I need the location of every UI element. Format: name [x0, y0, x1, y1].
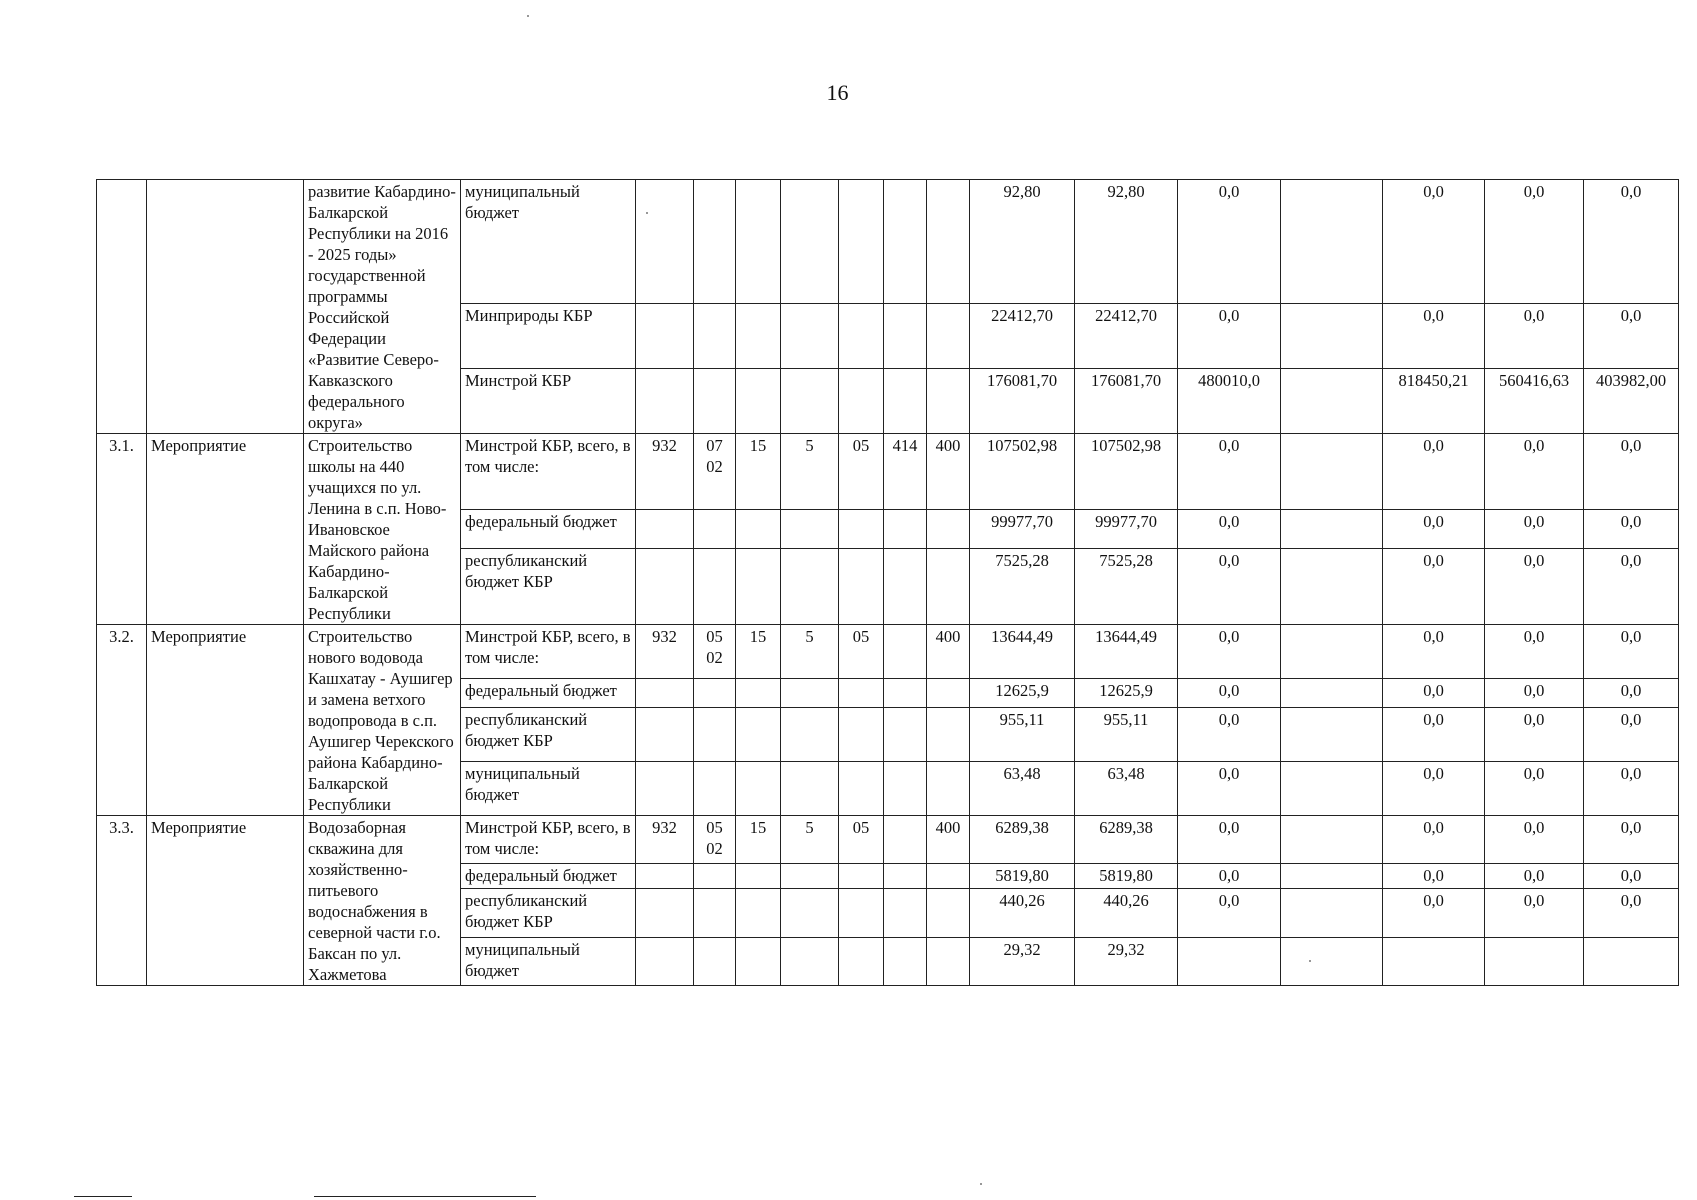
budget-code-cell [839, 304, 884, 369]
table-row-group-start [97, 434, 1679, 510]
amount-cell: 99977,70 [970, 509, 1075, 549]
amount-cell: 0,0 [1383, 549, 1485, 625]
funding-source-cell: муниципальный бюджет [461, 180, 636, 304]
amount-cell [1281, 761, 1383, 815]
budget-code-cell [884, 679, 927, 707]
amount-cell: 107502,98 [970, 434, 1075, 510]
amount-cell [1281, 864, 1383, 889]
budget-code-cell [839, 864, 884, 889]
amount-cell: 440,26 [1075, 889, 1178, 937]
amount-cell: 63,48 [1075, 761, 1178, 815]
amount-cell: 0,0 [1485, 889, 1584, 937]
budget-code-cell [927, 509, 970, 549]
scan-speck [1309, 960, 1311, 962]
amount-cell: 92,80 [970, 180, 1075, 304]
amount-cell: 0,0 [1485, 434, 1584, 510]
amount-cell: 955,11 [1075, 707, 1178, 761]
amount-cell: 5819,80 [970, 864, 1075, 889]
amount-cell: 0,0 [1485, 707, 1584, 761]
amount-cell: 0,0 [1178, 434, 1281, 510]
funding-source-cell: федеральный бюджет [461, 509, 636, 549]
amount-cell: 0,0 [1383, 434, 1485, 510]
budget-code-cell: 932 [636, 816, 694, 864]
budget-code-cell [781, 304, 839, 369]
budget-code-cell [694, 180, 736, 304]
budget-code-cell [636, 761, 694, 815]
row-number-cell [97, 180, 147, 434]
amount-cell: 0,0 [1178, 761, 1281, 815]
amount-cell: 0,0 [1178, 625, 1281, 679]
scan-speck [646, 212, 648, 214]
budget-code-cell [839, 509, 884, 549]
budget-code-cell [884, 937, 927, 985]
budget-code-cell [884, 864, 927, 889]
amount-cell: 0,0 [1584, 707, 1679, 761]
budget-code-cell [694, 761, 736, 815]
budget-code-cell [839, 369, 884, 434]
budget-code-cell [927, 679, 970, 707]
budget-code-cell [884, 761, 927, 815]
budget-code-cell: 05 [839, 625, 884, 679]
budget-code-cell [694, 937, 736, 985]
row-type-cell: Мероприятие [147, 434, 304, 625]
amount-cell: 0,0 [1485, 509, 1584, 549]
budget-code-cell [694, 707, 736, 761]
budget-code-cell [781, 889, 839, 937]
budget-code-cell [927, 864, 970, 889]
budget-code-cell: 5 [781, 816, 839, 864]
budget-code-cell [781, 679, 839, 707]
amount-cell: 22412,70 [1075, 304, 1178, 369]
budget-code-cell [927, 549, 970, 625]
budget-code-cell [884, 180, 927, 304]
budget-code-cell [781, 864, 839, 889]
funding-source-cell: муниципальный бюджет [461, 761, 636, 815]
amount-cell: 818450,21 [1383, 369, 1485, 434]
amount-cell: 0,0 [1584, 761, 1679, 815]
amount-cell [1281, 304, 1383, 369]
budget-code-cell [694, 369, 736, 434]
budget-code-cell [636, 509, 694, 549]
page-number: 16 [826, 80, 849, 105]
funding-source-cell: муниципальный бюджет [461, 937, 636, 985]
budget-code-cell [884, 816, 927, 864]
amount-cell [1281, 889, 1383, 937]
amount-cell: 0,0 [1485, 549, 1584, 625]
budget-code-cell [736, 864, 781, 889]
amount-cell: 955,11 [970, 707, 1075, 761]
scan-speck [527, 15, 529, 17]
table-row-group-start [97, 180, 1679, 304]
amount-cell: 0,0 [1584, 509, 1679, 549]
budget-code-cell: 15 [736, 434, 781, 510]
budget-code-cell [927, 937, 970, 985]
budget-code-cell [736, 679, 781, 707]
amount-cell [1281, 369, 1383, 434]
budget-code-cell [694, 864, 736, 889]
funding-source-cell: федеральный бюджет [461, 679, 636, 707]
amount-cell: 99977,70 [1075, 509, 1178, 549]
amount-cell: 176081,70 [1075, 369, 1178, 434]
amount-cell: 29,32 [970, 937, 1075, 985]
budget-code-cell [636, 304, 694, 369]
budget-code-cell [884, 369, 927, 434]
amount-cell: 0,0 [1383, 761, 1485, 815]
amount-cell: 6289,38 [970, 816, 1075, 864]
row-type-cell: Мероприятие [147, 816, 304, 986]
amount-cell [1281, 549, 1383, 625]
table-row-group-start [97, 816, 1679, 864]
amount-cell [1281, 180, 1383, 304]
budget-code-cell [636, 369, 694, 434]
budget-code-cell [636, 937, 694, 985]
amount-cell: 0,0 [1178, 549, 1281, 625]
budget-code-cell [839, 937, 884, 985]
budget-code-cell [781, 707, 839, 761]
amount-cell [1281, 625, 1383, 679]
budget-code-cell: 5 [781, 434, 839, 510]
amount-cell: 22412,70 [970, 304, 1075, 369]
budget-code-cell: 400 [927, 434, 970, 510]
table-row-group-start [97, 625, 1679, 679]
amount-cell: 560416,63 [1485, 369, 1584, 434]
budget-code-cell [694, 304, 736, 369]
budget-code-cell [781, 509, 839, 549]
budget-code-cell: 15 [736, 625, 781, 679]
amount-cell: 92,80 [1075, 180, 1178, 304]
amount-cell: 0,0 [1584, 864, 1679, 889]
amount-cell: 0,0 [1178, 509, 1281, 549]
scan-speck [980, 1183, 982, 1185]
amount-cell [1281, 509, 1383, 549]
amount-cell: 0,0 [1383, 864, 1485, 889]
amount-cell: 0,0 [1178, 304, 1281, 369]
amount-cell: 0,0 [1485, 761, 1584, 815]
budget-code-cell: 400 [927, 625, 970, 679]
amount-cell: 0,0 [1485, 180, 1584, 304]
funding-source-cell: Минприроды КБР [461, 304, 636, 369]
budget-code-cell [736, 180, 781, 304]
budget-code-cell [781, 180, 839, 304]
budget-code-cell [927, 369, 970, 434]
row-number-cell: 3.2. [97, 625, 147, 816]
amount-cell [1281, 434, 1383, 510]
amount-cell [1281, 707, 1383, 761]
budget-code-cell [736, 549, 781, 625]
amount-cell: 5819,80 [1075, 864, 1178, 889]
amount-cell: 0,0 [1383, 509, 1485, 549]
budget-code-cell: 07 02 [694, 434, 736, 510]
amount-cell: 7525,28 [970, 549, 1075, 625]
budget-code-cell: 932 [636, 434, 694, 510]
amount-cell: 7525,28 [1075, 549, 1178, 625]
amount-cell: 0,0 [1178, 889, 1281, 937]
row-type-cell [147, 180, 304, 434]
budget-code-cell [781, 761, 839, 815]
amount-cell: 0,0 [1383, 707, 1485, 761]
amount-cell: 0,0 [1178, 864, 1281, 889]
amount-cell: 0,0 [1485, 304, 1584, 369]
budget-code-cell [839, 889, 884, 937]
row-name-cell: Водозаборная скважина для хозяйственно-питьевого водоснабжения в северной части г.о. Баксан по ул. Хажметова [304, 816, 461, 986]
budget-code-cell [781, 369, 839, 434]
amount-cell: 0,0 [1584, 625, 1679, 679]
budget-code-cell [694, 889, 736, 937]
amount-cell: 0,0 [1584, 549, 1679, 625]
budget-code-cell: 05 02 [694, 625, 736, 679]
amount-cell [1584, 937, 1679, 985]
budget-code-cell [694, 549, 736, 625]
row-name-cell: Строительство нового водовода Кашхатау - Аушигер и замена ветхого водопровода в с.п. Аушигер Черекского района Кабардино-Балкарской Республики [304, 625, 461, 816]
budget-code-cell [884, 509, 927, 549]
budget-code-cell [636, 889, 694, 937]
row-number-cell: 3.1. [97, 434, 147, 625]
budget-code-cell [927, 304, 970, 369]
amount-cell [1281, 937, 1383, 985]
amount-cell: 12625,9 [1075, 679, 1178, 707]
budget-code-cell [736, 369, 781, 434]
budget-code-cell [839, 679, 884, 707]
amount-cell: 0,0 [1485, 816, 1584, 864]
amount-cell: 13644,49 [970, 625, 1075, 679]
budget-code-cell [736, 707, 781, 761]
budget-code-cell [839, 761, 884, 815]
budget-code-cell [839, 707, 884, 761]
budget-code-cell [694, 509, 736, 549]
budget-code-cell [884, 889, 927, 937]
amount-cell: 403982,00 [1584, 369, 1679, 434]
budget-code-cell [781, 937, 839, 985]
budget-code-cell [736, 761, 781, 815]
budget-table [96, 179, 1679, 986]
amount-cell: 0,0 [1584, 816, 1679, 864]
amount-cell [1281, 816, 1383, 864]
amount-cell: 0,0 [1178, 180, 1281, 304]
amount-cell: 0,0 [1485, 864, 1584, 889]
budget-code-cell [736, 509, 781, 549]
budget-code-cell [927, 761, 970, 815]
budget-code-cell: 05 02 [694, 816, 736, 864]
budget-code-cell [884, 304, 927, 369]
amount-cell: 0,0 [1584, 889, 1679, 937]
amount-cell: 0,0 [1178, 679, 1281, 707]
amount-cell: 12625,9 [970, 679, 1075, 707]
amount-cell [1178, 937, 1281, 985]
row-name-cell: Строительство школы на 440 учащихся по ул. Ленина в с.п. Ново-Ивановское Майского района Кабардино-Балкарской Республики [304, 434, 461, 625]
funding-source-cell: республиканский бюджет КБР [461, 889, 636, 937]
budget-code-cell [636, 679, 694, 707]
signature-line-left [74, 1196, 132, 1197]
amount-cell: 0,0 [1383, 889, 1485, 937]
funding-source-cell: республиканский бюджет КБР [461, 549, 636, 625]
amount-cell: 63,48 [970, 761, 1075, 815]
budget-code-cell [927, 707, 970, 761]
funding-source-cell: Минстрой КБР, всего, в том числе: [461, 816, 636, 864]
budget-code-cell [636, 549, 694, 625]
budget-code-cell [636, 180, 694, 304]
funding-source-cell: Минстрой КБР [461, 369, 636, 434]
funding-source-cell: Минстрой КБР, всего, в том числе: [461, 434, 636, 510]
amount-cell: 480010,0 [1178, 369, 1281, 434]
amount-cell: 0,0 [1584, 434, 1679, 510]
amount-cell: 0,0 [1383, 180, 1485, 304]
amount-cell: 107502,98 [1075, 434, 1178, 510]
budget-code-cell [927, 180, 970, 304]
amount-cell: 13644,49 [1075, 625, 1178, 679]
budget-code-cell: 05 [839, 434, 884, 510]
row-type-cell: Мероприятие [147, 625, 304, 816]
funding-source-cell: федеральный бюджет [461, 864, 636, 889]
amount-cell: 0,0 [1383, 625, 1485, 679]
amount-cell [1485, 937, 1584, 985]
amount-cell: 176081,70 [970, 369, 1075, 434]
table-body [97, 180, 1679, 986]
budget-code-cell [694, 679, 736, 707]
budget-code-cell [736, 889, 781, 937]
amount-cell: 0,0 [1584, 679, 1679, 707]
amount-cell: 0,0 [1485, 625, 1584, 679]
budget-code-cell [636, 707, 694, 761]
row-number-cell: 3.3. [97, 816, 147, 986]
amount-cell: 0,0 [1584, 304, 1679, 369]
budget-code-cell [884, 625, 927, 679]
signature-line-right [314, 1196, 536, 1197]
budget-code-cell: 15 [736, 816, 781, 864]
budget-code-cell [736, 304, 781, 369]
budget-code-cell [781, 549, 839, 625]
budget-code-cell: 400 [927, 816, 970, 864]
amount-cell [1383, 937, 1485, 985]
amount-cell: 0,0 [1584, 180, 1679, 304]
amount-cell: 0,0 [1178, 816, 1281, 864]
funding-source-cell: республиканский бюджет КБР [461, 707, 636, 761]
budget-code-cell [736, 937, 781, 985]
budget-code-cell: 414 [884, 434, 927, 510]
funding-source-cell: Минстрой КБР, всего, в том числе: [461, 625, 636, 679]
amount-cell: 0,0 [1485, 679, 1584, 707]
budget-code-cell: 5 [781, 625, 839, 679]
amount-cell: 0,0 [1383, 816, 1485, 864]
amount-cell: 6289,38 [1075, 816, 1178, 864]
budget-code-cell: 05 [839, 816, 884, 864]
amount-cell: 0,0 [1383, 304, 1485, 369]
amount-cell: 440,26 [970, 889, 1075, 937]
amount-cell: 0,0 [1383, 679, 1485, 707]
budget-code-cell [927, 889, 970, 937]
budget-code-cell [636, 864, 694, 889]
budget-code-cell [884, 549, 927, 625]
amount-cell [1281, 679, 1383, 707]
budget-code-cell [884, 707, 927, 761]
budget-code-cell [839, 180, 884, 304]
budget-code-cell [839, 549, 884, 625]
amount-cell: 29,32 [1075, 937, 1178, 985]
amount-cell: 0,0 [1178, 707, 1281, 761]
row-name-cell: развитие Кабардино-Балкарской Республики на 2016 - 2025 годы» государственной программы Российской Федерации «Развитие Северо-Кавказского федерального округа» [304, 180, 461, 434]
budget-code-cell: 932 [636, 625, 694, 679]
